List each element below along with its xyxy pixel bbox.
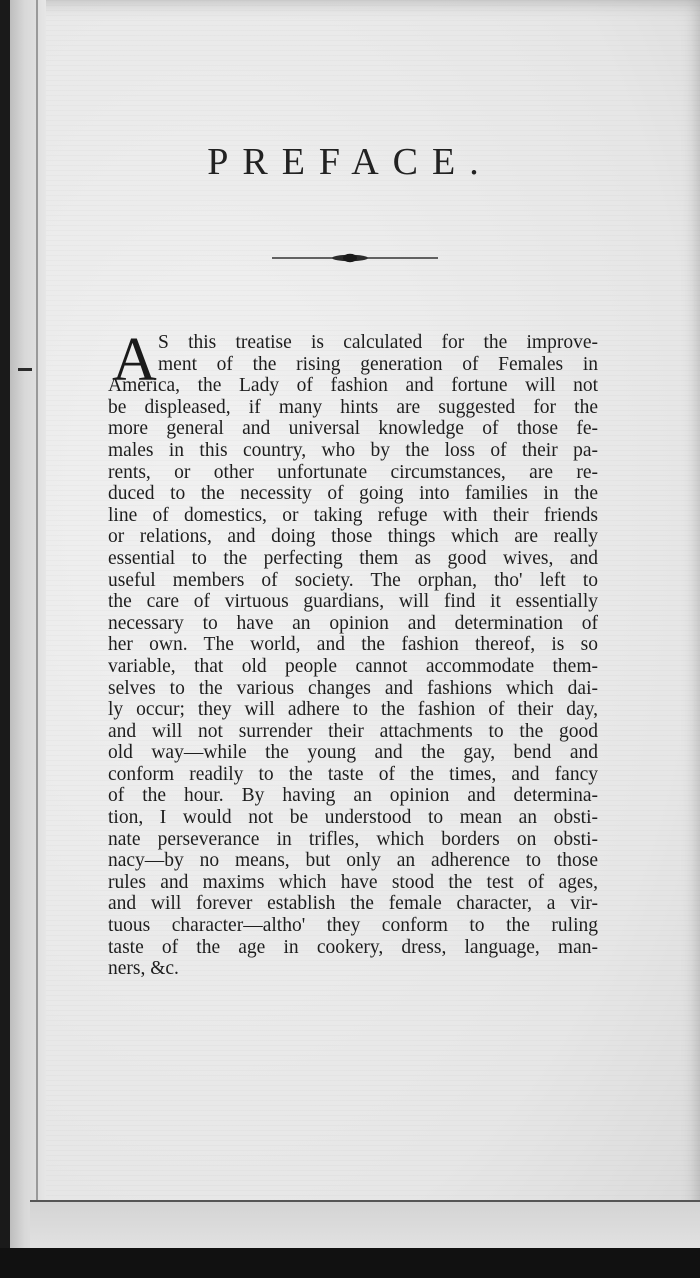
page-gutter (10, 0, 46, 1262)
text-line: or relations, and doing those things which are really (108, 526, 598, 548)
text-line: of the hour. By having an opinion and determina- (108, 785, 598, 807)
text-line: more general and universal knowledge of those fe- (108, 418, 598, 440)
text-line: nate perseverance in trifles, which borders on obsti- (108, 828, 598, 850)
drop-cap: A (112, 326, 157, 394)
text-line: necessary to have an opinion and determination of (108, 612, 598, 634)
text-line: and will not surrender their attachments to the good (108, 720, 598, 742)
text-line: old way—while the young and the gay, bend and (108, 742, 598, 764)
text-line: taste of the age in cookery, dress, language, man- (108, 936, 598, 958)
margin-mark (18, 368, 32, 371)
text-line: rules and maxims which have stood the test of ages, (108, 871, 598, 893)
page-bottom-shadow (0, 1248, 700, 1278)
text-line: be displeased, if many hints are suggested for the (108, 396, 598, 418)
text-line: her own. The world, and the fashion thereof, is so (108, 634, 598, 656)
preface-body (108, 326, 598, 980)
text-line: rents, or other unfortunate circumstances, are re- (108, 461, 598, 483)
folded-bottom-edge (30, 1200, 700, 1252)
text-line: tion, I would not be understood to mean an obsti- (108, 807, 598, 829)
text-line: ly occur; they will adhere to the fashion of their day, (108, 699, 598, 721)
text-line: ment of the rising generation of Females in (158, 353, 598, 375)
text-line: selves to the various changes and fashions which dai- (108, 677, 598, 699)
ornament-divider (270, 250, 440, 266)
text-line: essential to the perfecting them as good wives, and (108, 547, 598, 569)
text-line: the care of virtuous guardians, will find it essentially (108, 591, 598, 613)
text-line: nacy—by no means, but only an adherence to those (108, 850, 598, 872)
gutter-line (36, 0, 38, 1262)
text-line: and will forever establish the female character, a vir- (108, 893, 598, 915)
text-line: ners, &c. (108, 958, 179, 980)
text-line: tuous character—altho' they conform to the ruling (108, 915, 598, 937)
page-title: PREFACE. (207, 141, 493, 183)
text-line: useful members of society. The orphan, tho' left to (108, 569, 598, 591)
text-line: males in this country, who by the loss of their pa- (108, 439, 598, 461)
text-line: conform readily to the taste of the times, and fancy (108, 763, 598, 785)
text-line: variable, that old people cannot accommodate them- (108, 655, 598, 677)
text-line: America, the Lady of fashion and fortune will not (108, 375, 598, 397)
text-line: S this treatise is calculated for the improve- (158, 332, 598, 353)
text-line: duced to the necessity of going into families in the (108, 483, 598, 505)
text-line: line of domestics, or taking refuge with their friends (108, 504, 598, 526)
